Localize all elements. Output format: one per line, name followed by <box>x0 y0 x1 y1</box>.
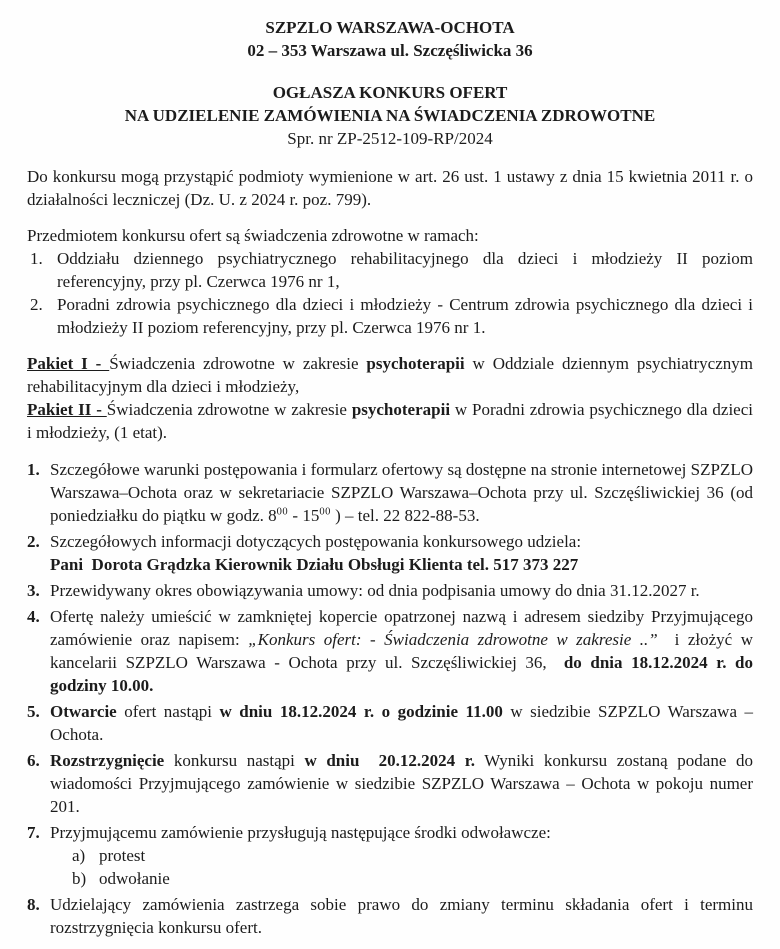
term-number: 8. <box>27 895 40 914</box>
term-number: 5. <box>27 702 40 721</box>
subject-item-text: Oddziału dziennego psychiatrycznego rehabilitacyjnego dla dzieci i młodzieży II poziom referencyjny, przy pl. Czerwca 1976 nr 1, <box>57 249 753 291</box>
term-number: 6. <box>27 751 40 770</box>
org-address: 02 – 353 Warszawa ul. Szczęśliwicka 36 <box>247 41 533 60</box>
package-1-paragraph: Pakiet I - Świadczenia zdrowotne w zakresie psychoterapii w Oddziale dziennym psychiatrycznym rehabilitacyjnym dla dzieci i młodzieży, <box>27 354 753 396</box>
term-text: Szczegółowych informacji dotyczących postępowania konkursowego udziela: Pani Dorota Grądzka Kierownik Działu Obsługi Klienta tel. 517 373 227 <box>50 532 582 574</box>
sub-item-label: b) <box>72 869 87 888</box>
term-text: Udzielający zamówienia zastrzega sobie prawo do zmiany terminu składania ofert i terminu rozstrzygnięcia konkursu ofert. <box>50 895 753 937</box>
term-text: Przyjmującemu zamówienie przysługują następujące środki odwoławcze: <box>50 823 551 842</box>
term-item-7 <box>27 821 753 890</box>
intro-paragraph: Do konkursu mogą przystąpić podmioty wymienione w art. 26 ust. 1 ustawy z dnia 15 kwietnia 2011 r. o działalności leczniczej (Dz. U. z 2024 r. poz. 799). <box>27 167 753 209</box>
term-item-2 <box>27 530 753 576</box>
term-body <box>50 821 753 890</box>
term-text: Ofertę należy umieścić w zamkniętej kopercie opatrzonej nazwą i adresem siedziby Przyjmującego zamówienie oraz napisem: „Konkurs ofert: - Świadczenia zdrowotne w zakresie ..” i złożyć w kancelarii SZPZLO Warszawa - Ochota przy ul. Szczęśliwickiej 36, do dnia 18.12.2024 r. do godziny 10.00. <box>50 607 753 695</box>
term-item-1 <box>27 458 753 527</box>
subject-item-number: 1. <box>30 249 43 268</box>
subject-item <box>27 247 753 293</box>
term-item-3 <box>27 579 753 602</box>
appeal-option-b <box>72 867 753 890</box>
term-number: 2. <box>27 532 40 551</box>
package-2-paragraph: Pakiet II - Świadczenia zdrowotne w zakresie psychoterapii w Poradni zdrowia psychicznego dla dzieci i młodzieży, (1 etat). <box>27 400 753 442</box>
subject-section <box>27 224 753 339</box>
term-text: Otwarcie ofert nastąpi w dniu 18.12.2024 r. o godzinie 11.00 w siedzibie SZPZLO Warszawa – Ochota. <box>50 702 753 744</box>
appeal-option-a <box>72 844 753 867</box>
term-text: Rozstrzygnięcie konkursu nastąpi w dniu 20.12.2024 r. Wyniki konkursu zostaną podane do wiadomości Przyjmującego zamówienie w siedzibie SZPZLO Warszawa – Ochota w pokoju numer 201. <box>50 751 753 816</box>
announcement-title-line1: OGŁASZA KONKURS OFERT <box>272 83 508 102</box>
terms-list <box>27 458 753 939</box>
term-text: Przewidywany okres obowiązywania umowy: od dnia podpisania umowy do dnia 31.12.2027 r. <box>50 581 700 600</box>
subject-heading: Przedmiotem konkursu ofert są świadczenia zdrowotne w ramach: <box>27 226 479 245</box>
document-header <box>27 16 753 150</box>
term-text: Szczegółowe warunki postępowania i formularz ofertowy są dostępne na stronie internetowej SZPZLO Warszawa–Ochota oraz w sekretariacie SZPZLO Warszawa–Ochota przy ul. Szczęśliwickiej 36 (od poniedziałku do piątku w godz. $8^{00} - 15^{00}$ ) – tel. 22 822-88-53. <box>50 460 753 525</box>
term-number: 3. <box>27 581 40 600</box>
case-number: Spr. nr ZP-2512-109-RP/2024 <box>287 129 493 148</box>
subject-item <box>27 293 753 339</box>
term-item-6 <box>27 749 753 818</box>
subject-item-text: Poradni zdrowia psychicznego dla dzieci i młodzieży - Centrum zdrowia psychicznego dla dzieci i młodzieży II poziom referencyjny, przy pl. Czerwca 1976 nr 1. <box>57 295 753 337</box>
sub-item-text: odwołanie <box>99 869 170 888</box>
term-item-5 <box>27 700 753 746</box>
term-item-8 <box>27 893 753 939</box>
sub-item-label: a) <box>72 846 86 865</box>
sub-item-text: protest <box>99 846 146 865</box>
packages-section <box>27 352 753 444</box>
term-number: 1. <box>27 460 40 479</box>
term-number: 4. <box>27 607 40 626</box>
org-name: SZPZLO WARSZAWA-OCHOTA <box>265 18 515 37</box>
announcement-title-line2: NA UDZIELENIE ZAMÓWIENIA NA ŚWIADCZENIA ZDROWOTNE <box>124 106 656 125</box>
term-item-4 <box>27 605 753 697</box>
term-number: 7. <box>27 823 40 842</box>
subject-item-number: 2. <box>30 295 43 314</box>
